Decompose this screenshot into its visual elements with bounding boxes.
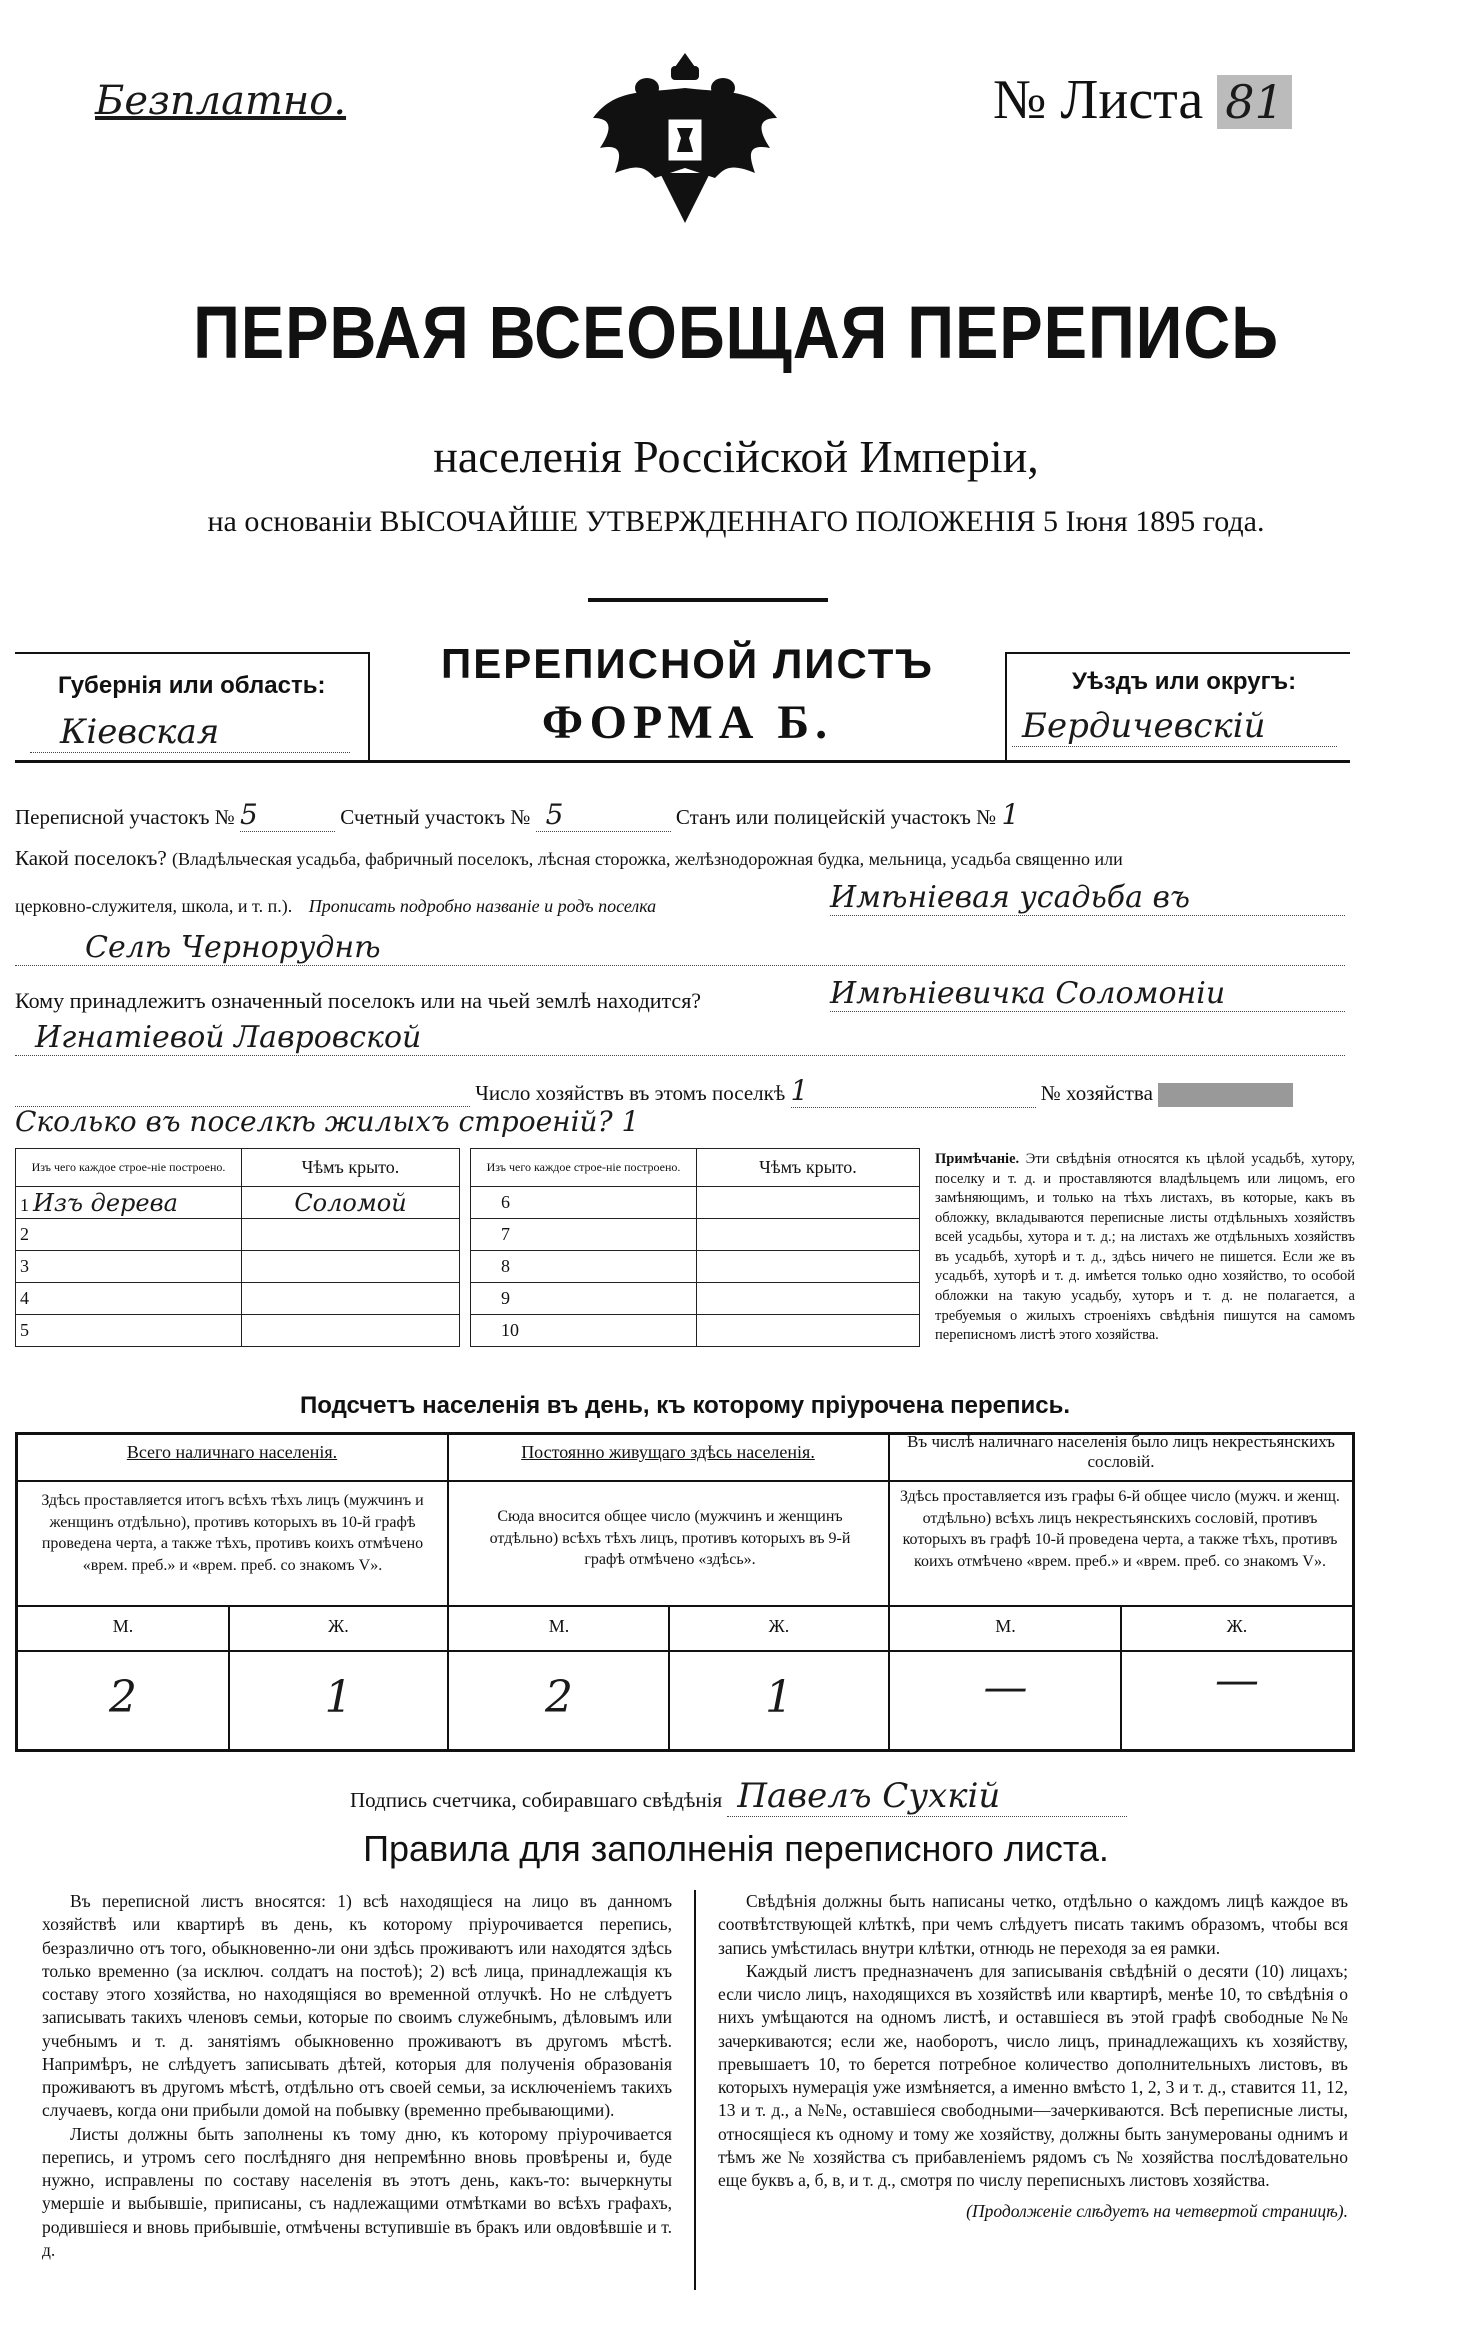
districts-row bbox=[15, 798, 1061, 832]
rules-right-column bbox=[718, 1890, 1348, 2224]
col2-text: Сюда вносится общее число (мужчинъ и женщинъ отдѣльно) всѣхъ тѣхъ лицъ, противъ которыхъ въ 9-й графѣ отмѣчено «здѣсь». bbox=[489, 1508, 851, 1569]
col3-male-value[interactable]: — bbox=[983, 1662, 1028, 1713]
row-number: 3 bbox=[20, 1256, 29, 1276]
census-district-field[interactable]: 5 bbox=[240, 798, 335, 832]
table-row bbox=[471, 1315, 920, 1347]
table-row bbox=[16, 1283, 460, 1315]
gubernia-field[interactable]: Кіевская bbox=[30, 712, 350, 753]
settlement-hint-row bbox=[15, 896, 656, 917]
row-number: 1 bbox=[20, 1194, 29, 1215]
col2-female-value[interactable]: 1 bbox=[765, 1672, 793, 1723]
imperial-eagle-icon bbox=[585, 48, 785, 233]
uezd-field[interactable]: Бердичевскій bbox=[1012, 706, 1337, 747]
roof-cell[interactable] bbox=[697, 1251, 920, 1283]
table-row bbox=[471, 1219, 920, 1251]
rules-title: Правила для заполненія переписного листа. bbox=[363, 1828, 1109, 1869]
rules-continued: (Продолженіе слѣдуетъ на четвертой страницѣ). bbox=[966, 2201, 1348, 2222]
households-field[interactable]: 1 bbox=[791, 1074, 1036, 1108]
gubernia-label: Губернія или область: bbox=[58, 672, 326, 699]
row-number: 2 bbox=[20, 1224, 29, 1244]
col1-male-value[interactable]: 2 bbox=[109, 1672, 137, 1723]
row-number: 6 bbox=[471, 1187, 697, 1219]
material-cell[interactable]: Изъ дерева bbox=[33, 1188, 178, 1217]
rules-right-paragraph-1: Свѣдѣнія должны быть написаны четко, отдѣльно о каждомъ лицѣ каждое въ соотвѣтствующей клѣткѣ, при чемъ слѣдуетъ писать такимъ образомъ, чтобы вся запись умѣстилась внутри клѣтки, отнюдь не переходя за ея рамки. bbox=[718, 1891, 1348, 1958]
owner-question: Кому принадлежитъ означенный поселокъ или на чьей землѣ находится? bbox=[15, 988, 702, 1013]
owner-field-2[interactable]: Игнатіевой Лавровской bbox=[15, 1020, 1345, 1056]
settlement-hint-2: церковно-служителя, школа, и т. п.). bbox=[15, 896, 293, 916]
stan-label: Станъ или полицейскій участокъ № bbox=[675, 805, 997, 829]
stan-field[interactable]: 1 bbox=[1001, 798, 1020, 831]
signature-label: Подпись счетчика, собиравшаго свѣдѣнія bbox=[350, 1788, 723, 1812]
buildings-table-left bbox=[15, 1148, 460, 1347]
table-row bbox=[471, 1251, 920, 1283]
population-heading: Подсчетъ населенія въ день, къ которому пріурочена перепись. bbox=[300, 1392, 1070, 1419]
col2-male-label: М. bbox=[548, 1616, 570, 1636]
col2-female-label: Ж. bbox=[768, 1616, 790, 1636]
table-row bbox=[16, 1251, 460, 1283]
row-number: 8 bbox=[471, 1251, 697, 1283]
signature-field[interactable]: Павелъ Сухкій bbox=[727, 1776, 1127, 1817]
settlement-hint: (Владѣльческая усадьба, фабричный поселокъ, лѣсная сторожка, желѣзнодорожная будка, мельница, усадьба священно или bbox=[171, 849, 1123, 869]
census-district-label: Переписной участокъ № bbox=[15, 805, 235, 829]
buildings-field[interactable]: 1 bbox=[621, 1105, 640, 1138]
col3-female-label: Ж. bbox=[1226, 1616, 1248, 1636]
household-no-label: № хозяйства bbox=[1040, 1081, 1153, 1105]
col1-male-label: М. bbox=[112, 1616, 134, 1636]
sheet-number bbox=[993, 68, 1292, 132]
households-row bbox=[15, 1074, 1345, 1108]
col-roof-header: Чѣмъ крыто. bbox=[242, 1149, 460, 1187]
roof-cell[interactable]: Соломой bbox=[242, 1187, 460, 1219]
note-text: Эти свѣдѣнія относятся къ цѣлой усадьбѣ, хутору, поселку и т. д. и проставляются владѣльцемъ или лицомъ, его замѣняющимъ, и только на тѣхъ листахъ, въ которые, какъ въ обложку, вкладываются переписные листы отдѣльныхъ хозяйствъ всей усадьбы, хутора и т. д.; на листахъ же отдѣльныхъ хозяйствъ въ усадьбѣ, хуторѣ и т. д., здѣсь ничего не пишется. Если же въ усадьбѣ, хуторѣ и т. д. имѣется только одно хозяйство, то особой обложки на такую усадьбу, хуторъ и т. д. не полагается, а требуемыя о жилыхъ строеніяхъ свѣдѣнія пишутся на самомъ переписномъ листѣ этого хозяйства. bbox=[935, 1151, 1356, 1344]
col-roof-header: Чѣмъ крыто. bbox=[697, 1149, 920, 1187]
col1-text: Здѣсь проставляется итогъ всѣхъ тѣхъ лицъ (мужчинъ и женщинъ отдѣльно), противъ которыхъ въ 10-й графѣ проведена черта, а также тѣхъ, противъ коихъ отмѣчено «врем. преб.» и «врем. преб. со знакомъ V». bbox=[41, 1492, 424, 1574]
col3-text: Здѣсь проставляется изъ графы 6-й общее число (мужч. и женщ. отдѣльно) всѣхъ лицъ некрестьянскихъ сословій, противъ которыхъ въ графѣ 10-й проведена черта, а также тѣхъ, противъ коихъ отмѣчено «врем. преб.» и «врем. преб. со знакомъ V». bbox=[900, 1488, 1340, 1570]
settlement-field-2[interactable]: Селѣ Черноруднѣ bbox=[15, 930, 1345, 966]
household-no-field[interactable] bbox=[1158, 1083, 1293, 1107]
free-label: Безплатно. bbox=[95, 78, 347, 124]
uezd-label: Уѣздъ или округъ: bbox=[1072, 668, 1297, 695]
table-row bbox=[16, 1187, 460, 1219]
note-title: Примѣчаніе. bbox=[935, 1151, 1020, 1167]
col-material-header: Изъ чего каждое строе-ніе построено. bbox=[471, 1149, 697, 1187]
roof-cell[interactable] bbox=[242, 1251, 460, 1283]
rules-right-paragraph-2: Каждый листъ предназначенъ для записыванія свѣдѣній о десяти (10) лицахъ; если число лицъ, находящихся въ хозяйствѣ или квартирѣ, менѣе 10, то свѣдѣнія о нихъ умѣщаются на одномъ листѣ, и оставшіеся въ этой графѣ свободные №№ зачеркиваются; если же, наоборотъ, число лицъ, принадлежащихъ къ хозяйству, превышаетъ 10, то берется потребное количество дополнительныхъ листовъ, въ которыхъ нумерація уже измѣняется, а именно вмѣсто 1, 2, 3 и т. д., ставится 11, 12, 13 и т. д., а №№, оставшіеся свободными—зачеркиваются. Всѣ переписные листы, относящіеся къ одному и тому же хозяйству, должны быть занумерованы однимъ и тѣмъ же № хозяйства съ прибавленіемъ рядомъ съ № хозяйства послѣдовательно еще буквъ а, б, в, и т. д., смотря по числу переписныхъ листовъ хозяйства. bbox=[718, 1960, 1348, 2191]
owner-field-1[interactable]: Имѣніевичка Соломоніи bbox=[830, 976, 1345, 1012]
settlement-instruction: Прописать подробно названіе и родъ поселка bbox=[308, 896, 657, 916]
row-number: 10 bbox=[471, 1315, 697, 1347]
divider bbox=[588, 598, 828, 602]
roof-cell[interactable] bbox=[697, 1283, 920, 1315]
row-number: 9 bbox=[471, 1283, 697, 1315]
counting-district-field[interactable]: 5 bbox=[536, 798, 671, 832]
roof-cell[interactable] bbox=[697, 1219, 920, 1251]
main-title: ПЕРВАЯ ВСЕОБЩАЯ ПЕРЕПИСЬ bbox=[193, 291, 1279, 374]
rules-left-column bbox=[42, 1890, 672, 2262]
note-block bbox=[935, 1150, 1355, 1346]
col1-female-label: Ж. bbox=[328, 1616, 349, 1636]
col3-title: Въ числѣ наличнаго населенія было лицъ некрестьянскихъ сословій. bbox=[907, 1432, 1335, 1472]
row-number: 7 bbox=[471, 1219, 697, 1251]
households-label: Число хозяйствъ въ этомъ поселкѣ bbox=[475, 1081, 786, 1105]
settlement-question-row bbox=[15, 846, 1355, 871]
rules-left-paragraph-1: Въ переписной листъ вносятся: 1) всѣ находящіеся на лицо въ данномъ хозяйствѣ или квартирѣ въ день, къ которому пріурочивается перепись, безразлично отъ того, обыкновенно-ли они здѣсь проживаютъ или находятся здѣсь только временно (за исключ. солдатъ на постоѣ); 2) всѣ лица, принадлежащія къ составу этого хозяйства, но находящіяся во временной отлучкѣ. Но не слѣдуетъ записывать такихъ членовъ семьи, которые по своимъ служебнымъ, дѣловымъ или учебнымъ и т. д. занятіямъ обыкновенно проживаютъ въ другомъ мѣстѣ. Напримѣръ, не слѣдуетъ записывать дѣтей, которыя для полученія образованія проживаютъ въ другомъ мѣстѣ, отдѣльно отъ своей семьи, за исключеніемъ такихъ случаевъ, когда они прибыли домой на побывку (временно пребывающими). bbox=[42, 1891, 672, 2121]
signature-row bbox=[350, 1776, 1127, 1817]
counting-district-label: Счетный участокъ № bbox=[340, 805, 531, 829]
table-row bbox=[471, 1187, 920, 1219]
table-row bbox=[471, 1283, 920, 1315]
col1-female-value[interactable]: 1 bbox=[324, 1672, 353, 1723]
table-row bbox=[16, 1315, 460, 1347]
rules-left-paragraph-2: Листы должны быть заполнены къ тому дню, къ которому пріурочивается перепись, и утромъ сего послѣдняго дня непремѣнно вновь провѣрены и, буде нужно, исправлены по составу населенія въ этотъ день, какъ-то: вычеркнуты умершіе и выбывшіе, приписаны, съ надлежащими отмѣтками во всѣхъ графахъ, родившіеся и вновь прибывшіе, отмѣчены вступившіе въ бракъ или овдовѣвшіе и т. д. bbox=[42, 2123, 672, 2260]
subtitle: населенія Россійской Имперіи, bbox=[433, 431, 1039, 482]
sheet-number-label: № Листа bbox=[993, 69, 1204, 131]
table-row bbox=[16, 1219, 460, 1251]
roof-cell[interactable] bbox=[697, 1187, 920, 1219]
sheet-title: ПЕРЕПИСНОЙ ЛИСТЪ bbox=[441, 640, 934, 687]
buildings-label: Сколько въ поселкѣ жилыхъ строеній? bbox=[15, 1105, 613, 1138]
settlement-field-1[interactable]: Имѣніевая усадьба въ bbox=[830, 880, 1345, 916]
sheet-number-value: 81 bbox=[1217, 75, 1292, 129]
buildings-row bbox=[15, 1105, 639, 1138]
basis-line: на основаніи ВЫСОЧАЙШЕ УТВЕРЖДЕННАГО ПОЛОЖЕНІЯ 5 Іюня 1895 года. bbox=[207, 505, 1265, 538]
roof-cell[interactable] bbox=[242, 1283, 460, 1315]
column-divider bbox=[694, 1890, 696, 2290]
col3-male-label: М. bbox=[995, 1616, 1016, 1636]
roof-cell[interactable] bbox=[242, 1315, 460, 1347]
col-material-header: Изъ чего каждое строе-ніе построено. bbox=[16, 1149, 242, 1187]
roof-cell[interactable] bbox=[697, 1315, 920, 1347]
row-number: 5 bbox=[20, 1320, 29, 1340]
col3-female-value[interactable]: — bbox=[1215, 1655, 1259, 1706]
col2-male-value[interactable]: 2 bbox=[545, 1672, 573, 1723]
row-number: 4 bbox=[20, 1288, 29, 1308]
roof-cell[interactable] bbox=[242, 1219, 460, 1251]
form-name: ФОРМА Б. bbox=[541, 696, 834, 749]
buildings-table-right bbox=[470, 1148, 920, 1347]
col1-title: Всего наличнаго населенія. bbox=[126, 1442, 338, 1462]
settlement-question: Какой поселокъ? bbox=[15, 846, 167, 870]
col2-title: Постоянно живущаго здѣсь населенія. bbox=[521, 1442, 815, 1462]
